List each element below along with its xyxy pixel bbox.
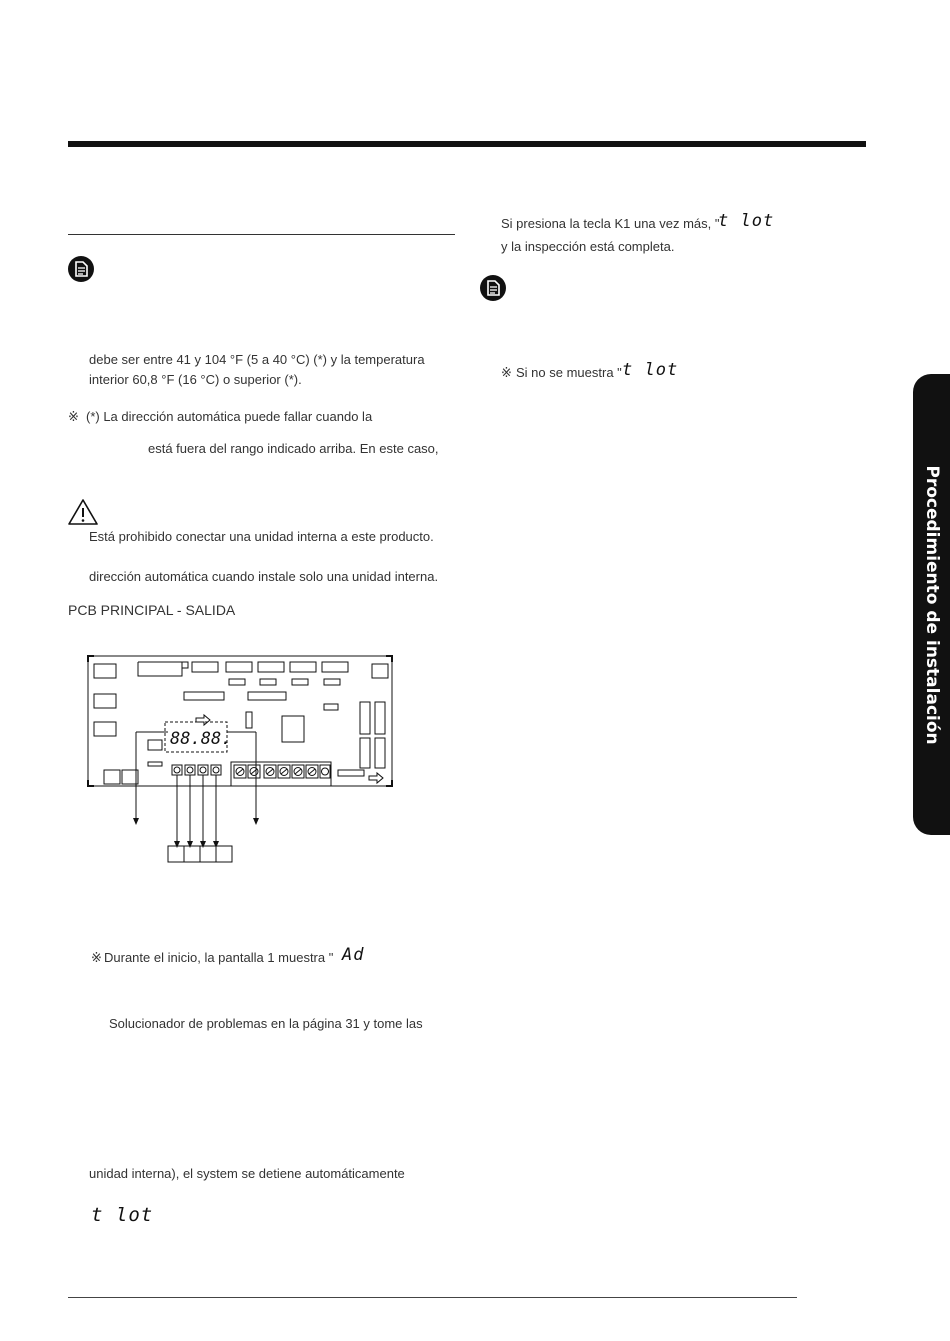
caution-line1: Está prohibido conectar una unidad interna a este producto. bbox=[89, 529, 434, 544]
temp-range-line1: debe ser entre 41 y 104 °F (5 a 40 °C) (*) y la temperatura bbox=[89, 352, 425, 367]
startup-text: Durante el inicio, la pantalla 1 muestra " bbox=[104, 950, 334, 965]
note-mark: ※ bbox=[91, 950, 102, 965]
footer-rule bbox=[68, 1297, 797, 1298]
auto-address-note-line1: (*) La dirección automática puede fallar cuando la bbox=[86, 409, 373, 424]
chapter-tab-label: Procedimiento de instalación bbox=[921, 464, 942, 745]
temp-range-line2: interior 60,8 °F (16 °C) o superior (*). bbox=[89, 372, 302, 387]
header-rule bbox=[68, 141, 866, 147]
k1-text-line1: Si presiona la tecla K1 una vez más, " bbox=[501, 216, 720, 231]
final-display: t lot bbox=[91, 1204, 154, 1226]
auto-address-note-line2: está fuera del rango indicado arriba. En este caso, bbox=[148, 441, 439, 456]
pcb-title: PCB PRINCIPAL - SALIDA bbox=[68, 602, 236, 618]
pcb-diagram bbox=[84, 652, 396, 867]
caution-line2: dirección automática cuando instale solo una unidad interna. bbox=[89, 569, 439, 584]
note-icon bbox=[68, 256, 94, 282]
section-rule bbox=[68, 234, 455, 235]
note-icon bbox=[480, 275, 506, 301]
auto-stop-text: unidad interna), el system se detiene automáticamente bbox=[89, 1166, 405, 1181]
k1-display: t lot bbox=[718, 211, 775, 231]
note-mark: ※ bbox=[68, 409, 79, 424]
pcb-segment-display: 88.88. bbox=[170, 729, 232, 749]
startup-display: Ad bbox=[342, 945, 365, 965]
chapter-tab bbox=[913, 374, 950, 835]
not-shown-display: t lot bbox=[622, 360, 679, 380]
k1-text-line2: y la inspección está completa. bbox=[501, 239, 675, 254]
troubleshooter-text: Solucionador de problemas en la página 31 y tome las bbox=[109, 1016, 423, 1031]
note-mark: ※ bbox=[501, 365, 512, 380]
warning-icon bbox=[67, 498, 99, 531]
not-shown-text: Si no se muestra " bbox=[516, 365, 622, 380]
